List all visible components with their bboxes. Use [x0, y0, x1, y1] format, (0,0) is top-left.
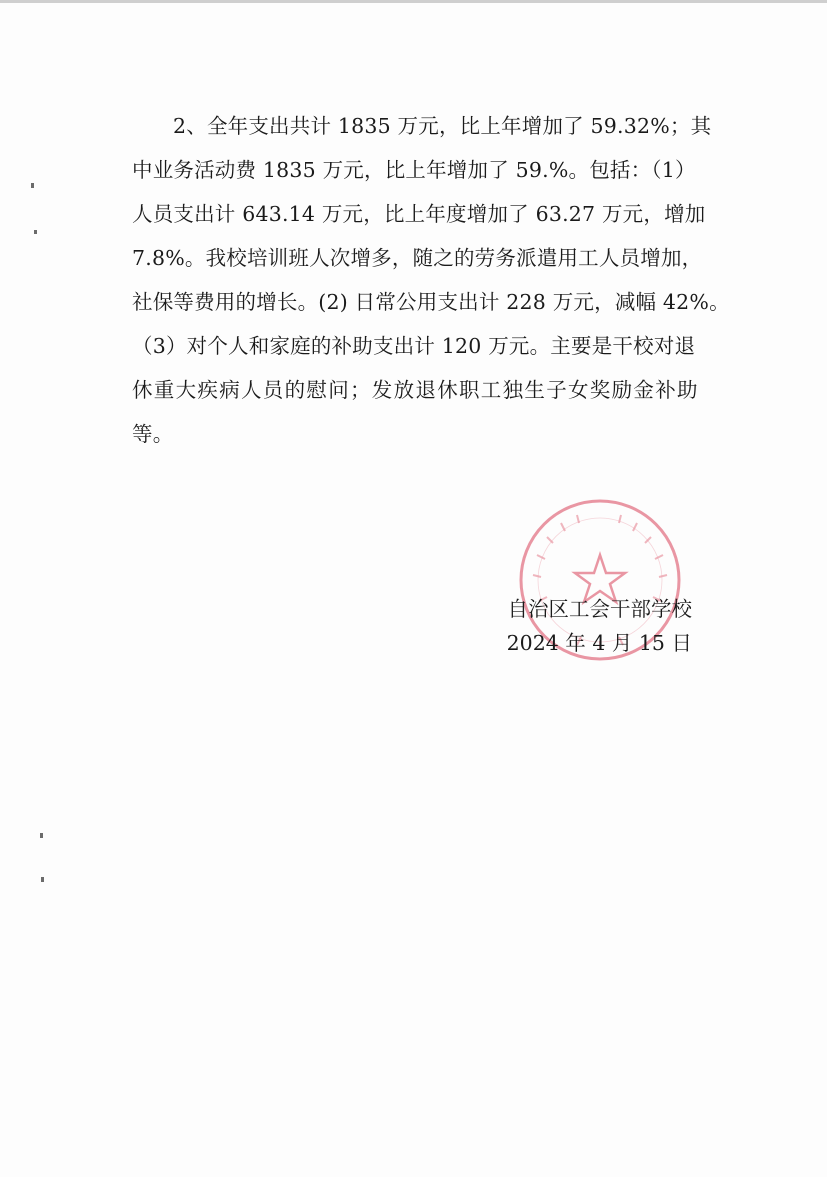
paragraph-line: 社保等费用的增长。(2) 日常公用支出计 228 万元，减幅 42%。	[132, 290, 730, 314]
paragraph-line: 休重大疾病人员的慰问；发放退休职工独生子女奖励金补助	[132, 378, 699, 402]
scan-top-edge	[0, 0, 827, 3]
signature-block	[470, 592, 692, 660]
signature-date: 2024 年 4 月 15 日	[506, 631, 692, 655]
paragraph-line: 2、全年支出共计 1835 万元，比上年增加了 59.32%；其	[173, 114, 712, 138]
scan-mark	[34, 230, 37, 234]
signature-organization: 自治区工会干部学校	[507, 597, 692, 621]
paragraph-line: 等。	[132, 422, 174, 446]
body-paragraph	[132, 104, 730, 456]
scan-mark	[40, 833, 43, 838]
paragraph-line: 人员支出计 643.14 万元，比上年度增加了 63.27 万元，增加	[132, 202, 706, 226]
paragraph-line: 中业务活动费 1835 万元，比上年增加了 59.%。包括：（1）	[132, 158, 696, 182]
scan-mark	[31, 183, 34, 188]
paragraph-line: 7.8%。我校培训班人次增多，随之的劳务派遣用工人员增加，	[132, 246, 703, 270]
paragraph-line: （3）对个人和家庭的补助支出计 120 万元。主要是干校对退	[132, 334, 696, 358]
scan-mark	[41, 877, 44, 882]
